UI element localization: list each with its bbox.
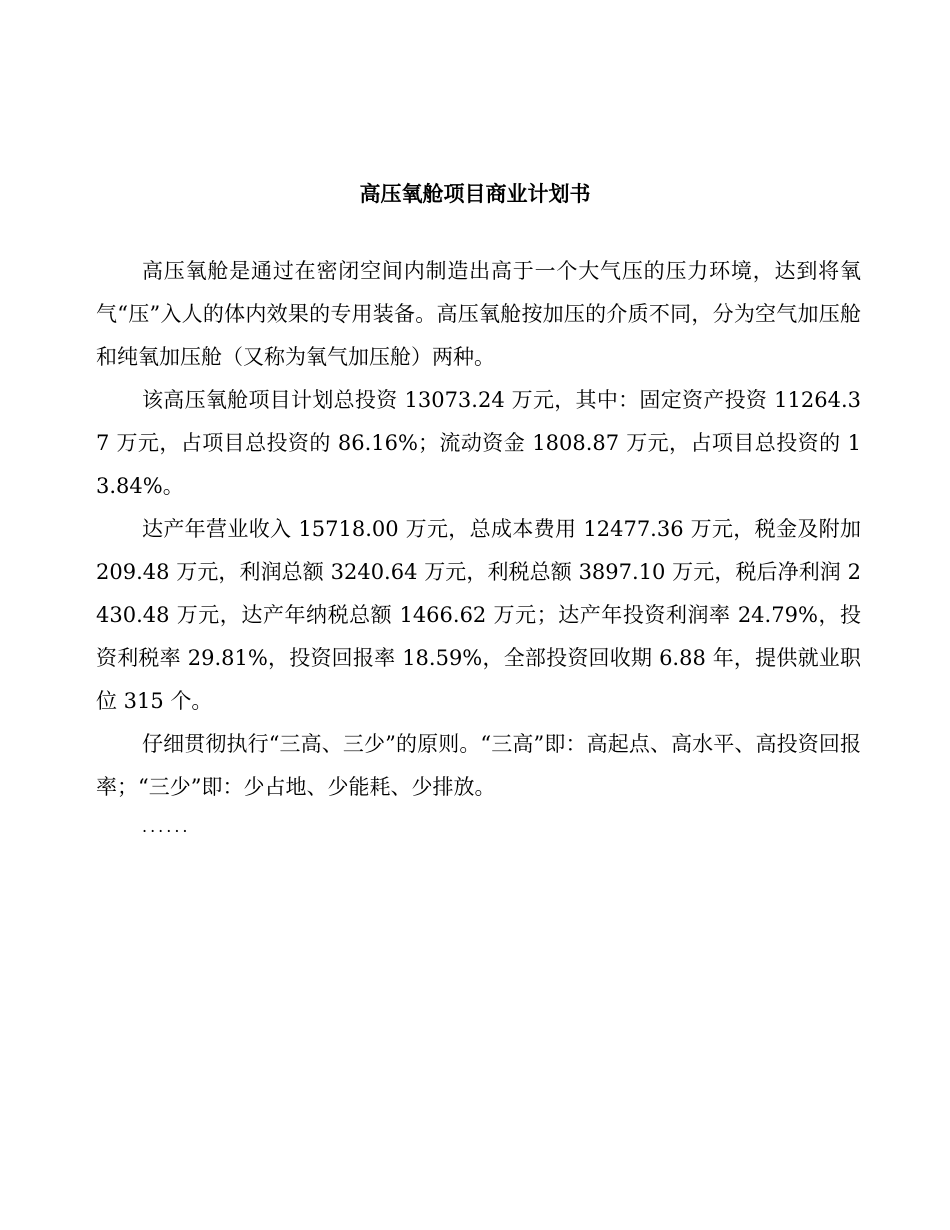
document-body [96, 250, 861, 845]
paragraph-intro: 高压氧舱是通过在密闭空间内制造出高于一个大气压的压力环境，达到将氧气“压”入人的体内效果的专用装备。高压氧舱按加压的介质不同，分为空气加压舱和纯氧加压舱（又称为氧气加压舱）两种。 [96, 259, 861, 369]
paragraph-principles: 仔细贯彻执行“三高、三少”的原则。“三高”即：高起点、高水平、高投资回报率；“三少”即：少占地、少能耗、少排放。 [96, 732, 861, 799]
document-title: 高压氧舱项目商业计划书 [359, 182, 591, 206]
paragraph-revenue: 达产年营业收入 15718.00 万元，总成本费用 12477.36 万元，税金及附加 209.48 万元，利润总额 3240.64 万元，利税总额 3897.10 万元，税后净利润 2430.48 万元，达产年纳税总额 1466.62 万元；达产年投资利润率 24.79%，投资利税率 29.81%，投资回报率 18.59%，全部投资回收期 6.88 年，提供就业职位 315 个。 [96, 517, 861, 713]
continuation-ellipsis: ...... [142, 817, 191, 836]
paragraph-investment: 该高压氧舱项目计划总投资 13073.24 万元，其中：固定资产投资 11264.37 万元，占项目总投资的 86.16%；流动资金 1808.87 万元，占项目总投资的 13.84%。 [96, 388, 861, 498]
